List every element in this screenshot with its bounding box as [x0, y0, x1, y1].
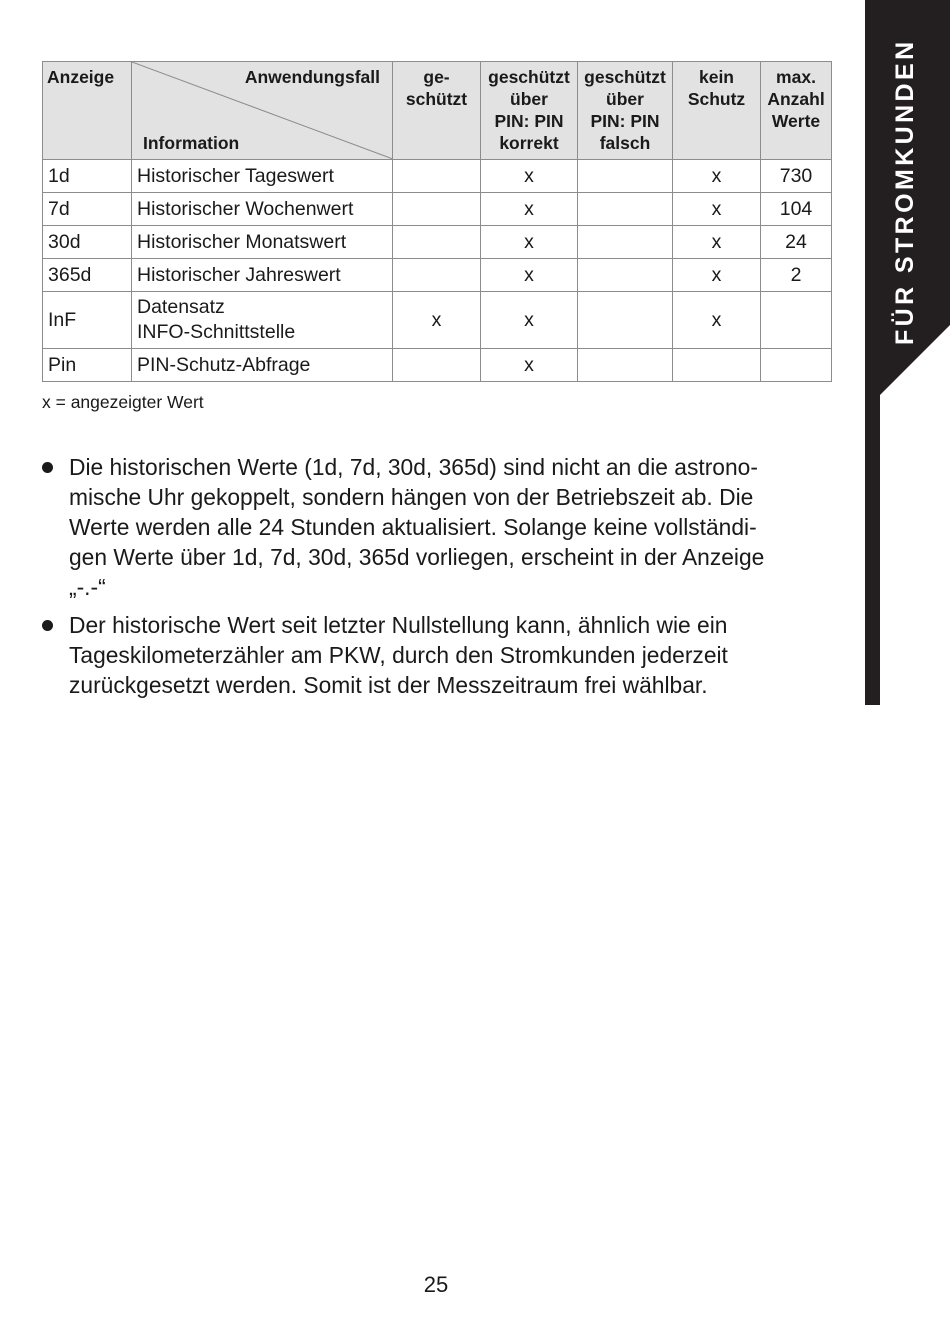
header-line: Anzahl [767, 89, 825, 109]
text-line: Werte werden alle 24 Stunden aktualisiert. Solange keine vollständi- [69, 514, 757, 540]
cell-code: Pin [43, 349, 132, 382]
cell-info-line: Datensatz [137, 296, 225, 318]
header-anwendungsfall-information [132, 62, 393, 160]
header-kein-schutz [673, 62, 761, 160]
cell-max-werte: 104 [761, 193, 832, 226]
table-row [43, 292, 832, 349]
table-row [43, 226, 832, 259]
header-line: PIN: PIN [590, 111, 660, 131]
cell-info [132, 193, 393, 226]
cell-kein-schutz: x [673, 226, 761, 259]
cell-geschuetzt: x [393, 292, 481, 349]
cell-info-line: INFO-Schnittstelle [137, 321, 296, 343]
side-tab-label: FÜR STROMKUNDEN [891, 38, 919, 345]
cell-max-werte: 24 [761, 226, 832, 259]
header-line: Schutz [687, 89, 746, 109]
cell-pin-falsch [578, 193, 673, 226]
cell-info [132, 349, 393, 382]
table-row [43, 259, 832, 292]
header-geschuetzt [393, 62, 481, 160]
header-line: max. [776, 67, 816, 87]
header-line: Werte [771, 111, 821, 131]
cell-info-line: Historischer Wochenwert [137, 197, 354, 220]
cell-max-werte [761, 349, 832, 382]
bullet-list [42, 452, 832, 708]
header-pin-falsch [578, 62, 673, 160]
bullet-icon [42, 620, 53, 631]
list-item [42, 452, 832, 602]
cell-geschuetzt [393, 160, 481, 193]
text-line: gen Werte über 1d, 7d, 30d, 365d vorliegen, erscheint in der Anzeige [69, 544, 765, 570]
cell-code: 7d [43, 193, 132, 226]
cell-kein-schutz [673, 349, 761, 382]
cell-max-werte: 2 [761, 259, 832, 292]
text-line: Tageskilometerzähler am PKW, durch den Stromkunden jederzeit [69, 642, 728, 668]
cell-info-line: Historischer Monatswert [137, 230, 347, 253]
cell-info-line: PIN-Schutz-Abfrage [137, 353, 311, 376]
cell-info [132, 226, 393, 259]
text-line: „-.-“ [69, 574, 106, 600]
cell-pin-korrekt: x [481, 292, 578, 349]
header-information: Information [143, 133, 240, 153]
bullet-icon [42, 462, 53, 473]
cell-pin-korrekt: x [481, 259, 578, 292]
text-line: mische Uhr gekoppelt, sondern hängen von der Betriebszeit ab. Die [69, 484, 754, 510]
cell-info-line: Historischer Jahreswert [137, 263, 341, 286]
cell-info-line: Historischer Tageswert [137, 164, 334, 187]
cell-pin-falsch [578, 292, 673, 349]
cell-pin-korrekt: x [481, 193, 578, 226]
cell-pin-falsch [578, 349, 673, 382]
cell-kein-schutz: x [673, 292, 761, 349]
table-legend: x = angezeigter Wert [42, 392, 204, 412]
table-row [43, 193, 832, 226]
header-pin-korrekt [481, 62, 578, 160]
table-header-row [43, 62, 832, 160]
cell-max-werte [761, 292, 832, 349]
cell-code: 365d [43, 259, 132, 292]
text-line: zurückgesetzt werden. Somit ist der Messzeitraum frei wählbar. [69, 672, 708, 698]
cell-pin-falsch [578, 160, 673, 193]
cell-pin-korrekt: x [481, 349, 578, 382]
cell-geschuetzt [393, 259, 481, 292]
header-line: ge- [423, 67, 450, 87]
header-line: über [510, 89, 548, 109]
text-line: Der historische Wert seit letzter Nullstellung kann, ähnlich wie ein [69, 612, 728, 638]
header-anzeige: Anzeige [43, 62, 132, 160]
cell-info [132, 259, 393, 292]
cell-geschuetzt [393, 226, 481, 259]
header-line: über [606, 89, 644, 109]
cell-code: 30d [43, 226, 132, 259]
cell-geschuetzt [393, 349, 481, 382]
header-anwendungsfall: Anwendungsfall [244, 67, 380, 87]
cell-kein-schutz: x [673, 259, 761, 292]
cell-max-werte: 730 [761, 160, 832, 193]
header-line: PIN: PIN [494, 111, 564, 131]
header-line: falsch [599, 133, 651, 153]
cell-info [132, 292, 393, 349]
list-item [42, 610, 832, 700]
header-line: kein [698, 67, 735, 87]
cell-pin-falsch [578, 226, 673, 259]
cell-pin-falsch [578, 259, 673, 292]
header-line: schützt [405, 89, 468, 109]
cell-kein-schutz: x [673, 160, 761, 193]
page-number: 25 [423, 1272, 449, 1297]
header-line: korrekt [499, 133, 559, 153]
header-max-werte [761, 62, 832, 160]
cell-code: InF [43, 292, 132, 349]
cell-kein-schutz: x [673, 193, 761, 226]
cell-pin-korrekt: x [481, 226, 578, 259]
cell-geschuetzt [393, 193, 481, 226]
text-line: Die historischen Werte (1d, 7d, 30d, 365d) sind nicht an die astrono- [69, 454, 758, 480]
cell-pin-korrekt: x [481, 160, 578, 193]
table-row [43, 160, 832, 193]
header-line: geschützt [488, 67, 570, 87]
table-row [43, 349, 832, 382]
historical-values-table [42, 61, 832, 382]
cell-code: 1d [43, 160, 132, 193]
header-line: geschützt [584, 67, 666, 87]
cell-info [132, 160, 393, 193]
